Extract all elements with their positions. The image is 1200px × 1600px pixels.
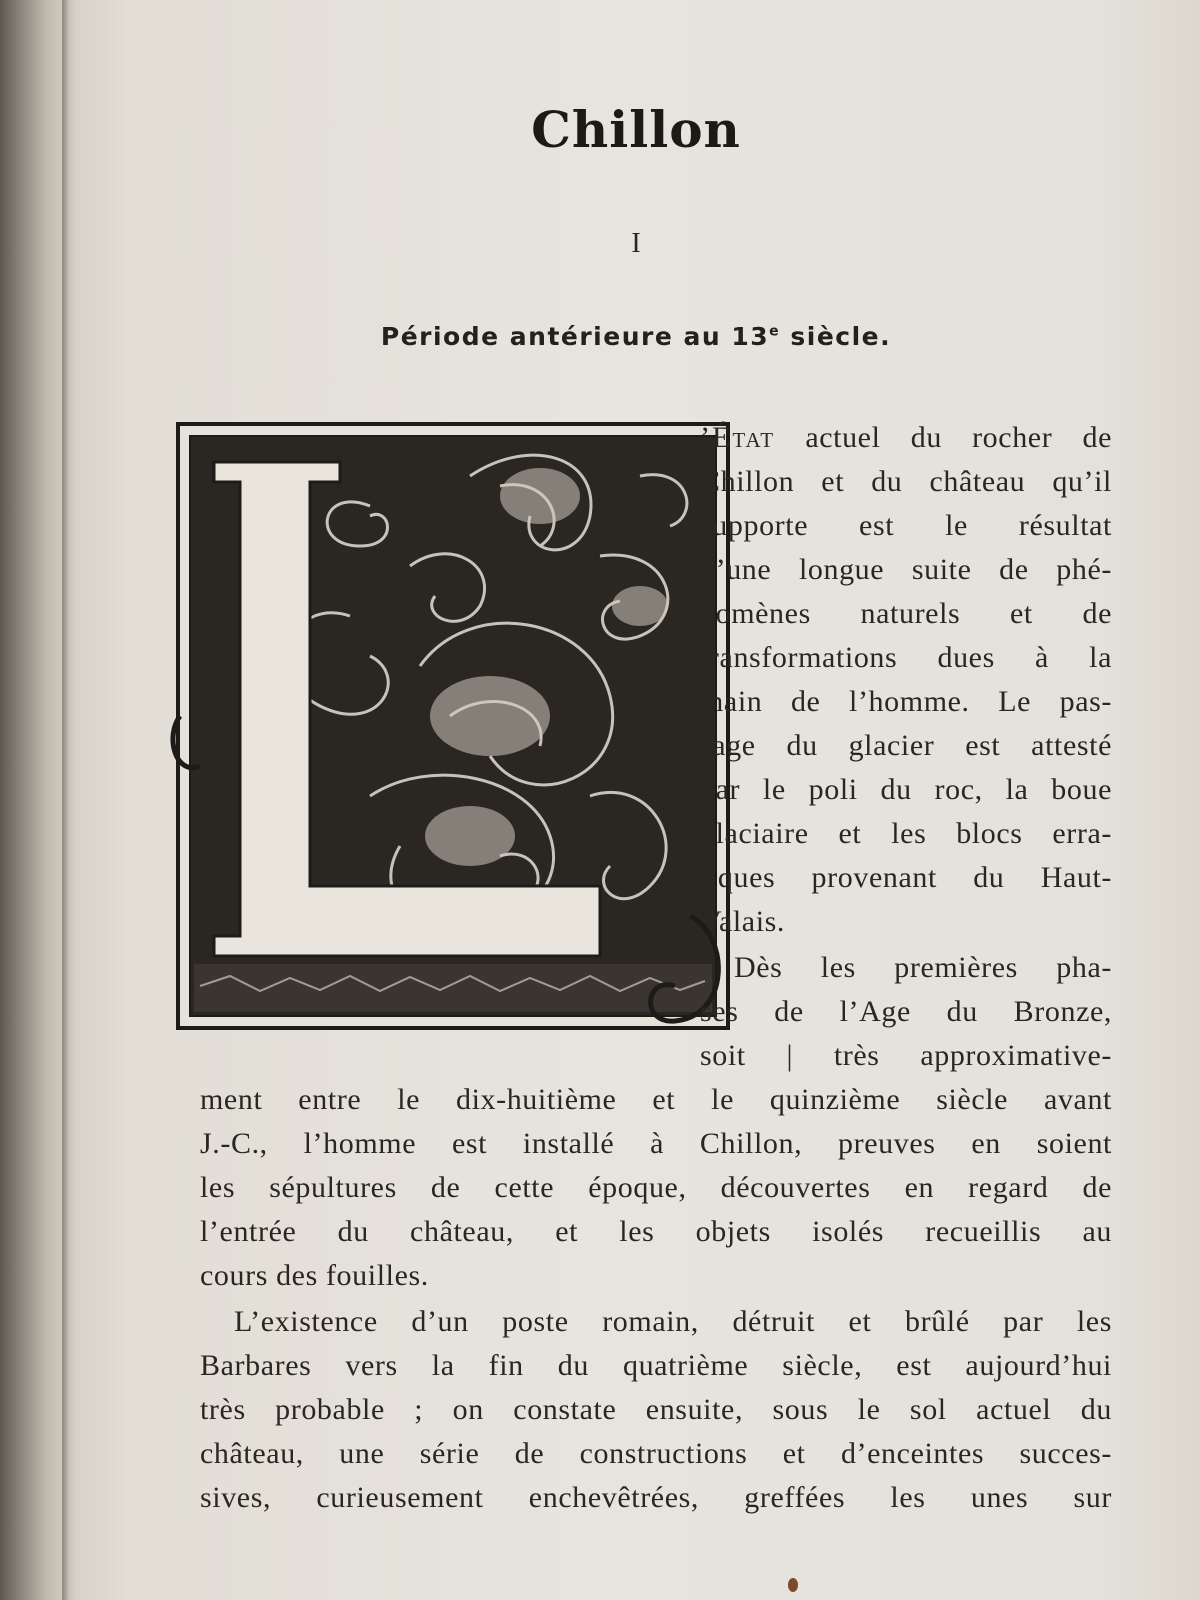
subtitle-text-end: siècle. xyxy=(780,322,892,351)
text-line: très probable ; on constate ensuite, sous le sol actuel du xyxy=(200,1393,1112,1426)
text-line: Chillon et du château qu’il xyxy=(700,465,1112,498)
opening-line-rest: actuel du rocher de xyxy=(775,421,1112,454)
text-line: tiques provenant du Haut- xyxy=(700,861,1112,894)
text-line: château, une série de constructions et d’enceintes succes- xyxy=(200,1437,1112,1470)
text-line: ment entre le dix-huitième et le quinzième siècle avant xyxy=(200,1083,1112,1116)
section-subtitle xyxy=(72,322,1200,351)
text-line: transformations dues à la xyxy=(700,641,1112,674)
book-page xyxy=(72,0,1200,1600)
text-line: glaciaire et les blocs erra- xyxy=(700,817,1112,850)
opening-word: ’État xyxy=(700,421,776,454)
text-line: ses de l’Age du Bronze, xyxy=(700,995,1112,1028)
text-line-first xyxy=(700,418,1112,458)
text-line: sives, curieusement enchevêtrées, greffées les unes sur xyxy=(200,1481,1112,1514)
text-line: cours des fouilles. xyxy=(200,1259,429,1292)
text-line: main de l’homme. Le pas- xyxy=(700,685,1112,718)
text-line: les sépultures de cette époque, découvertes en regard de xyxy=(200,1171,1112,1204)
text-line: soit | très approximative- xyxy=(700,1039,1112,1072)
text-line: supporte est le résultat xyxy=(700,509,1112,542)
text-line: nomènes naturels et de xyxy=(700,597,1112,630)
text-line: Dès les premières pha- xyxy=(734,951,1112,984)
ornamental-dropcap xyxy=(170,416,736,1036)
subtitle-text: Période antérieure au 13 xyxy=(380,322,770,351)
text-line: J.-C., l’homme est installé à Chillon, preuves en soient xyxy=(200,1127,1112,1160)
text-line: Valais. xyxy=(700,905,786,938)
text-line: sage du glacier est attesté xyxy=(700,729,1112,762)
text-line: Barbares vers la fin du quatrième siècle, est aujourd’hui xyxy=(200,1349,1112,1382)
text-line: par le poli du roc, la boue xyxy=(700,773,1112,806)
chapter-number: I xyxy=(631,228,641,259)
text-line: l’entrée du château, et les objets isolés recueillis au xyxy=(200,1215,1112,1248)
text-line: L’existence d’un poste romain, détruit et brûlé par les xyxy=(234,1305,1112,1338)
subtitle-superscript: e xyxy=(769,323,781,340)
paper-stain xyxy=(788,1578,798,1592)
page-title: Chillon xyxy=(531,100,741,159)
text-line: d’une longue suite de phé- xyxy=(700,553,1112,586)
